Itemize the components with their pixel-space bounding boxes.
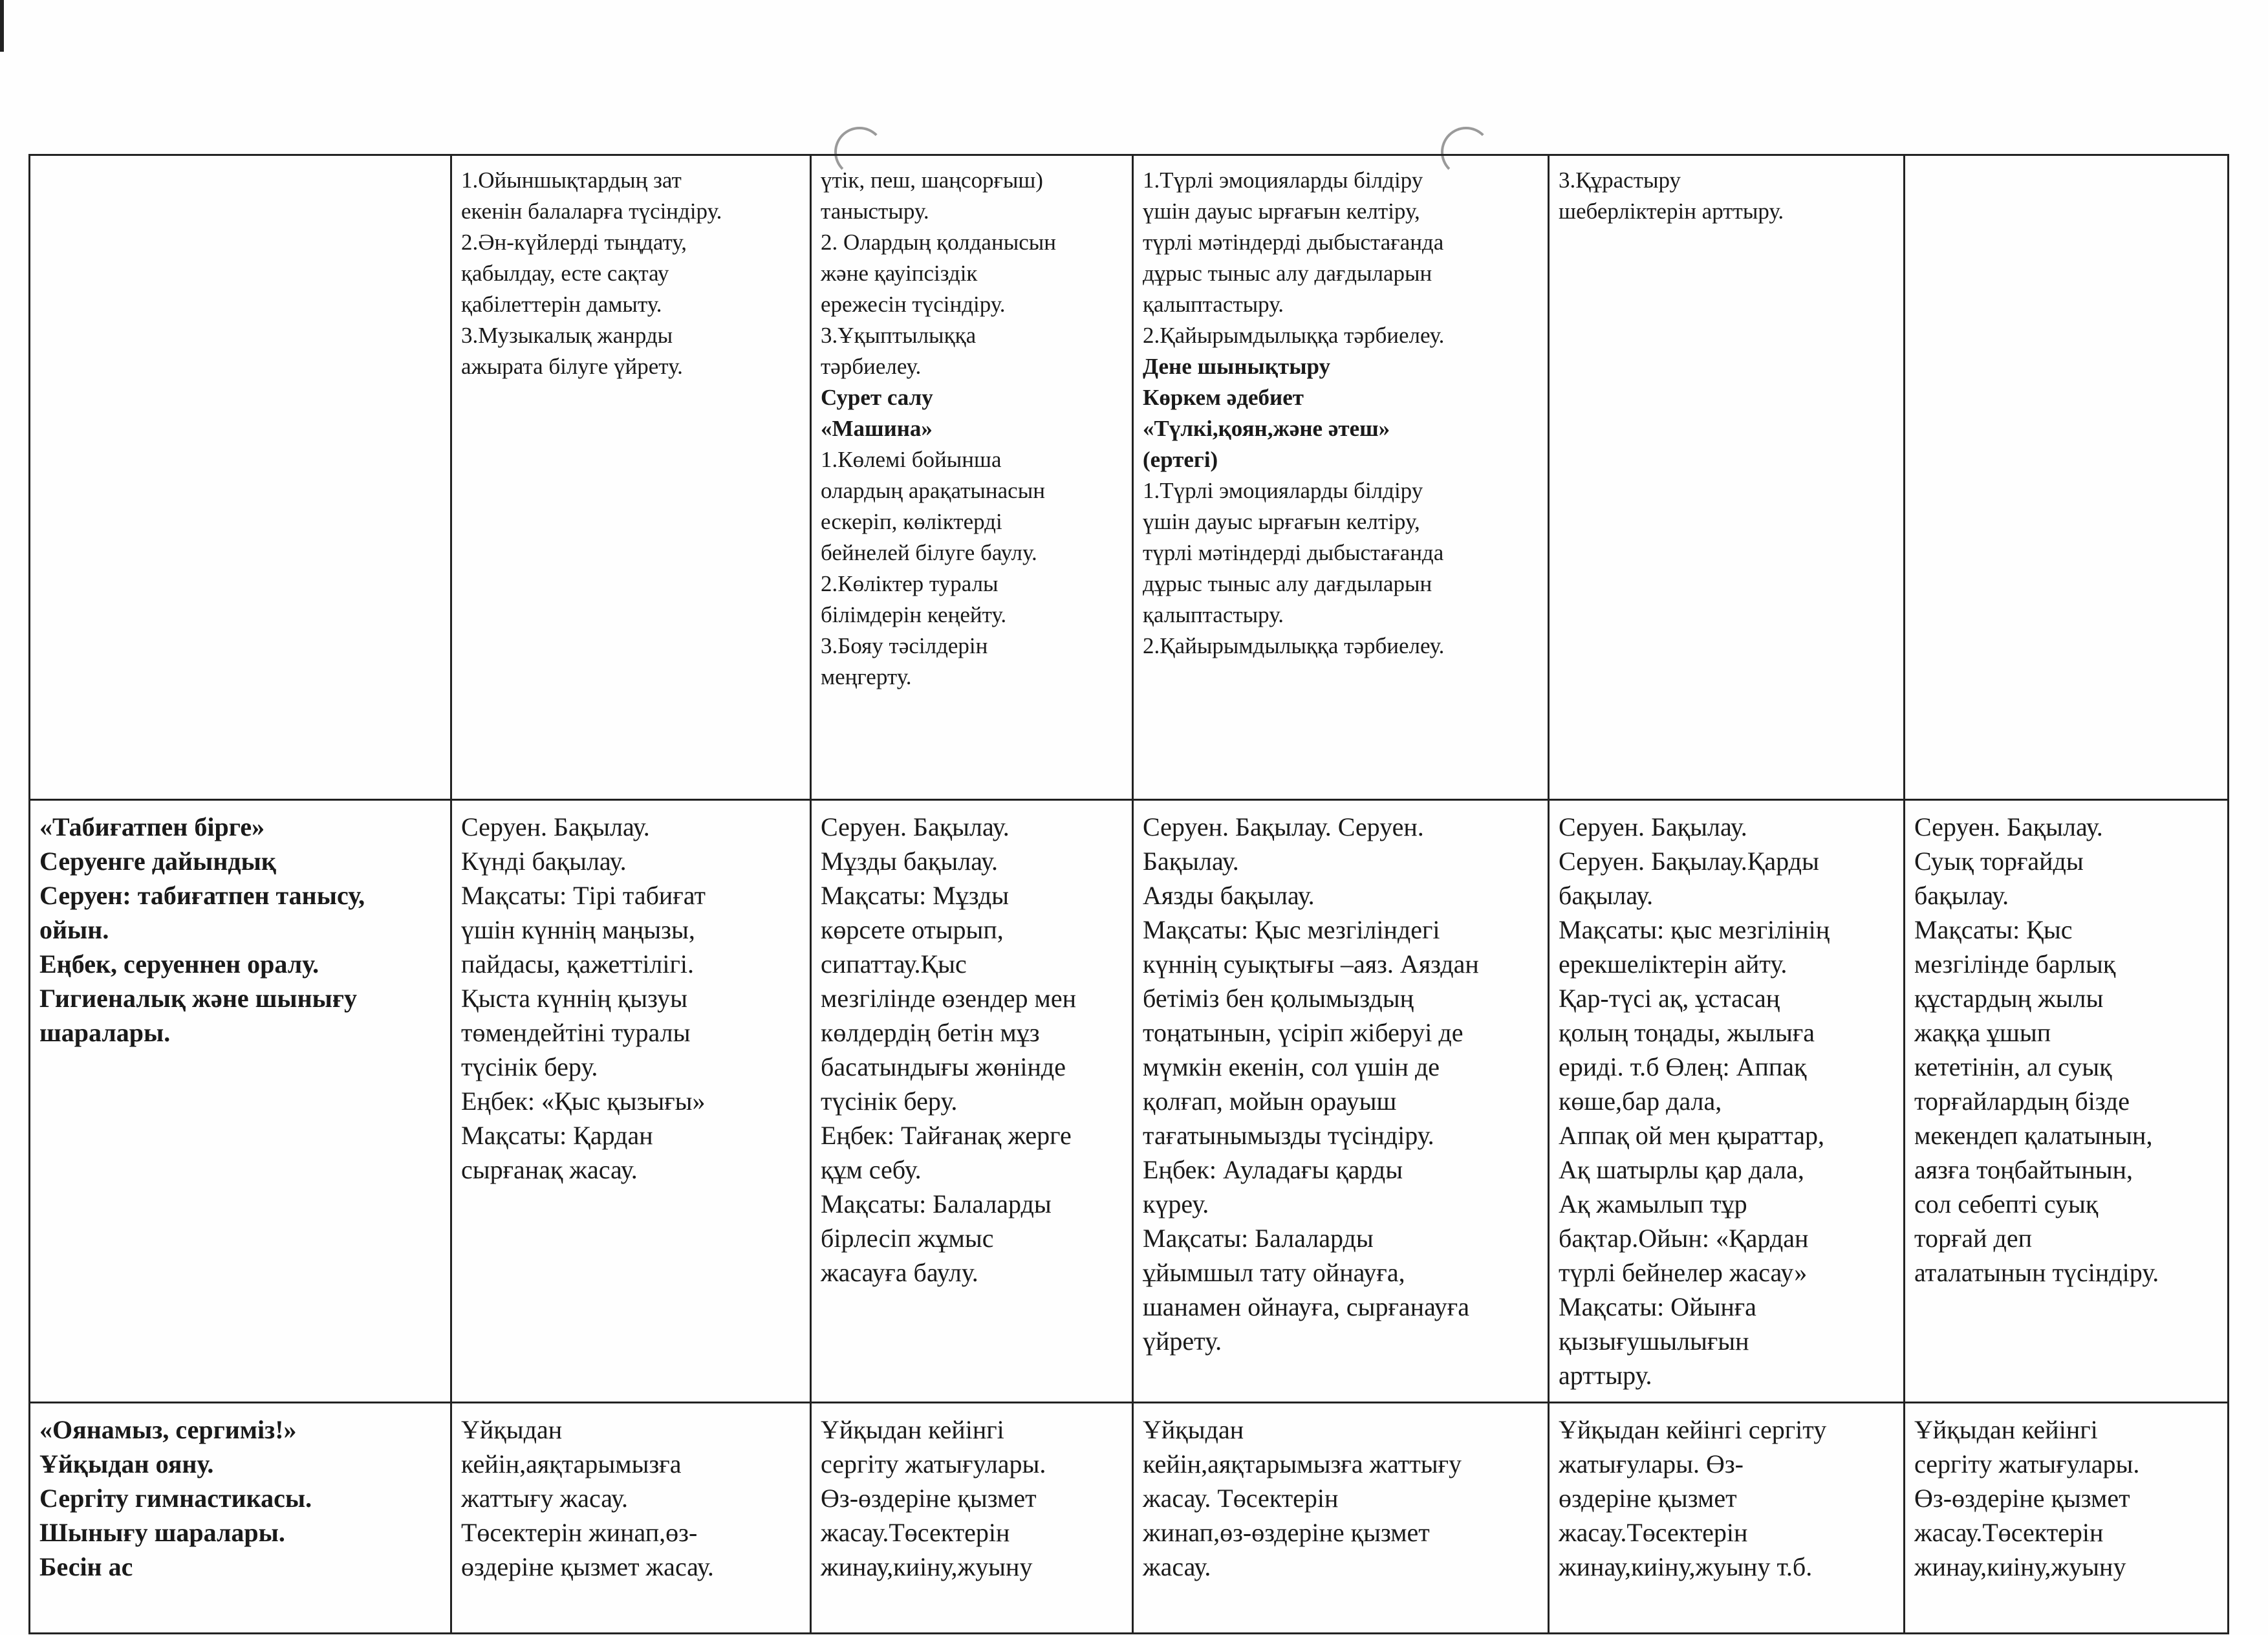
cell-text-line: «Түлкі,қоян,және әтеш» [1143, 416, 1390, 441]
cell-text-line: түсінік беру. [461, 1052, 598, 1081]
cell-text-line: шеберліктерін арттыру. [1559, 199, 1784, 224]
cell-text-line: Мақсаты: Ойынға [1559, 1292, 1756, 1321]
cell-text-line: екенін балаларға түсіндіру. [461, 199, 722, 224]
cell-text-line: Аязды бақылау. [1143, 881, 1315, 910]
cell-text-line: түсінік беру. [821, 1087, 958, 1116]
cell-text-line: Мақсаты: Қыс [1914, 915, 2073, 944]
cell-text-line: аталатынын түсіндіру. [1914, 1258, 2159, 1287]
cell-text-line: үшін дауыс ырғағын келтіру, [1143, 509, 1420, 534]
cell-text-line: жасау. [1143, 1552, 1211, 1581]
cell-text-line: Көркем әдебиет [1143, 385, 1304, 410]
plan-table [28, 154, 2229, 1634]
cell-text-line: Серуен. Бақылау. [821, 812, 1010, 841]
cell-text-line: 2.Көліктер туралы [821, 571, 999, 596]
table-cell [1133, 1403, 1549, 1634]
cell-text-line: тәрбиелеу. [821, 354, 922, 379]
cell-text-line: 3.Құрастыру [1559, 168, 1681, 193]
cell-text-line: Мақсаты: Тірі табиғат [461, 881, 706, 910]
cell-text-line: Еңбек: Ауладағы қарды [1143, 1155, 1403, 1184]
cell-text-line: торғай деп [1914, 1224, 2033, 1253]
cell-text-line: жасау.Төсектерін [821, 1518, 1010, 1547]
cell-text-line: Серуен. Бақылау.Қарды [1559, 847, 1819, 876]
cell-text-line: жасау.Төсектерін [1914, 1518, 2104, 1547]
cell-text-line: Серуенге дайындық [39, 847, 276, 876]
cell-text-line: сергіту жатығулары. [821, 1449, 1046, 1478]
cell-text-line: 3.Ұқыптылыққа [821, 323, 977, 348]
cell-text-line: Ұйқыдан кейінгі сергіту [1559, 1415, 1827, 1444]
table-row [30, 155, 2229, 800]
cell-text-line: Бақылау. [1143, 847, 1239, 876]
cell-text-line: ережесін түсіндіру. [821, 292, 1006, 317]
table-cell [451, 155, 811, 800]
cell-text-line: Серуен. Бақылау. [461, 812, 650, 841]
table-cell [451, 1403, 811, 1634]
cell-text-line: қалыптастыру. [1143, 602, 1284, 627]
cell-text-line: Ұйқыдан [461, 1415, 563, 1444]
cell-text-line: Дене шынықтыру [1143, 354, 1331, 379]
cell-text-line: сол себепті суық [1914, 1189, 2099, 1218]
cell-text-line: және қауіпсіздік [821, 261, 978, 286]
cell-text-line: өздеріне қызмет [1559, 1484, 1737, 1513]
cell-text-line: жинау,киіну,жуыну [821, 1552, 1033, 1581]
cell-text-line: үтік, пеш, шаңсорғыш) [821, 168, 1043, 193]
cell-text-line: Өз-өздеріне қызмет [1914, 1484, 2130, 1513]
cell-text-line: Күнді бақылау. [461, 847, 627, 876]
cell-text-line: өздеріне қызмет жасау. [461, 1552, 714, 1581]
cell-text-line: көше,бар дала, [1559, 1087, 1722, 1116]
table-cell [1549, 800, 1905, 1403]
cell-text-line: тоңатынын, үсіріп жіберуі де [1143, 1018, 1463, 1047]
cell-text-line: Мақсаты: Мұзды [821, 881, 1010, 910]
table-cell [451, 800, 811, 1403]
table-cell [1549, 155, 1905, 800]
cell-text-line: 2.Ән-күйлерді тыңдату, [461, 230, 687, 255]
page-edge-mark [0, 0, 4, 52]
cell-text-line: мезгілінде барлық [1914, 949, 2116, 979]
cell-text-line: бейнелей білуге баулу. [821, 540, 1037, 565]
cell-text-line: шаралары. [39, 1018, 171, 1047]
cell-text-line: дұрыс тыныс алу дағдыларын [1143, 261, 1432, 286]
cell-text-line: олардың арақатынасын [821, 478, 1045, 503]
cell-text-line: Мұзды бақылау. [821, 847, 998, 876]
cell-text-line: жасау. Төсектерін [1143, 1484, 1339, 1513]
table-cell [811, 800, 1133, 1403]
cell-text-line: торғайлардың бізде [1914, 1087, 2130, 1116]
cell-text-line: қолғап, мойын орауыш [1143, 1087, 1397, 1116]
cell-text-line: Ұйқыдан кейінгі [821, 1415, 1004, 1444]
cell-text-line: аязға тоңбайтынын, [1914, 1155, 2133, 1184]
cell-text-line: жинау,киіну,жуыну т.б. [1559, 1552, 1813, 1581]
cell-text-line: Қар-түсі ақ, ұстасаң [1559, 984, 1780, 1013]
cell-text-line: сырғанақ жасау. [461, 1155, 638, 1184]
cell-text-line: жаққа ұшып [1914, 1018, 2051, 1047]
cell-text-line: Серуен. Бақылау. [1914, 812, 2103, 841]
cell-text-line: 2. Олардың қолданысын [821, 230, 1056, 255]
cell-text-line: бақтар.Ойын: «Қардан [1559, 1224, 1809, 1253]
cell-text-line: қызығушылығын [1559, 1326, 1749, 1356]
table-cell [1549, 1403, 1905, 1634]
cell-text-line: 1.Көлемі бойынша [821, 447, 1002, 472]
cell-text-line: меңгерту. [821, 664, 912, 689]
table-cell [1905, 155, 2229, 800]
cell-text-line: 3.Бояу тәсілдерін [821, 633, 988, 658]
cell-text-line: Қыста күннің қызуы [461, 984, 687, 1013]
cell-text-line: түрлі бейнелер жасау» [1559, 1258, 1808, 1287]
table-cell [1133, 155, 1549, 800]
cell-text-line: көрсете отырып, [821, 915, 1004, 944]
cell-text-line: күреу. [1143, 1189, 1209, 1218]
cell-text-line: құм себу. [821, 1155, 922, 1184]
row-label-cell [30, 1403, 451, 1634]
cell-text-line: сипаттау.Қыс [821, 949, 967, 979]
cell-text-line: ескеріп, көліктерді [821, 509, 1002, 534]
cell-text-line: Сергіту гимнастикасы. [39, 1484, 312, 1513]
cell-text-line: бірлесіп жұмыс [821, 1224, 994, 1253]
cell-text-line: ұйымшыл тату ойнауға, [1143, 1258, 1405, 1287]
cell-text-line: ажырата білуге үйрету. [461, 354, 683, 379]
cell-text-line: Мақсаты: Қыс мезгіліндегі [1143, 915, 1440, 944]
cell-text-line: бақылау. [1559, 881, 1654, 910]
cell-text-line: Мақсаты: Балаларды [821, 1189, 1052, 1218]
cell-text-line: Еңбек: Тайғанақ жерге [821, 1121, 1072, 1150]
cell-text-line: Аппақ ой мен қыраттар, [1559, 1121, 1824, 1150]
cell-text-line: түрлі мәтіндерді дыбыстағанда [1143, 540, 1444, 565]
cell-text-line: Ұйқыдан [1143, 1415, 1244, 1444]
table-cell [811, 1403, 1133, 1634]
cell-text-line: пайдасы, қажеттілігі. [461, 949, 695, 979]
cell-text-line: Өз-өздеріне қызмет [821, 1484, 1037, 1513]
cell-text-line: Төсектерін жинап,өз- [461, 1518, 698, 1547]
cell-text-line: құстардың жылы [1914, 984, 2104, 1013]
cell-text-line: кейін,аяқтарымызға [461, 1449, 682, 1478]
cell-text-line: мезгілінде өзендер мен [821, 984, 1076, 1013]
cell-text-line: 1.Түрлі эмоцияларды білдіру [1143, 478, 1423, 503]
table-row [30, 1403, 2229, 1634]
cell-text-line: жинау,киіну,жуыну [1914, 1552, 2126, 1581]
cell-text-line: ерекшеліктерін айту. [1559, 949, 1787, 979]
table-row [30, 800, 2229, 1403]
cell-text-line: 3.Музыкалық жанрды [461, 323, 673, 348]
cell-text-line: қалыптастыру. [1143, 292, 1284, 317]
cell-text-line: «Машина» [821, 416, 933, 441]
cell-text-line: қолың тоңады, жылыға [1559, 1018, 1815, 1047]
cell-text-line: Мақсаты: Балаларды [1143, 1224, 1374, 1253]
cell-text-line: ериді. т.б Өлең: Аппақ [1559, 1052, 1807, 1081]
cell-text-line: Мақсаты: Қардан [461, 1121, 653, 1150]
cell-text-line: Гигиеналық және шынығу [39, 984, 358, 1013]
cell-text-line: көлдердің бетін мұз [821, 1018, 1040, 1047]
cell-text-line: кететінін, ал суық [1914, 1052, 2112, 1081]
cell-text-line: 1.Түрлі эмоцияларды білдіру [1143, 168, 1423, 193]
cell-text-line: Серуен. Бақылау. Серуен. [1143, 812, 1424, 841]
cell-text-line: 2.Қайырымдылыққа тәрбиелеу. [1143, 323, 1445, 348]
cell-text-line: Сурет салу [821, 385, 933, 410]
table-cell [1905, 800, 2229, 1403]
cell-text-line: қабылдау, есте сақтау [461, 261, 669, 286]
cell-text-line: бақылау. [1914, 881, 2009, 910]
cell-text-line: Еңбек: «Қыс қызығы» [461, 1087, 706, 1116]
cell-text-line: (ертегі) [1143, 447, 1218, 472]
cell-text-line: кейін,аяқтарымызға жаттығу [1143, 1449, 1462, 1478]
cell-text-line: қабілеттерін дамыту. [461, 292, 662, 317]
cell-text-line: үшін дауыс ырғағын келтіру, [1143, 199, 1420, 224]
cell-text-line: Шынығу шаралары. [39, 1518, 285, 1547]
cell-text-line: Ұйқыдан ояну. [39, 1449, 214, 1478]
cell-text-line: Ақ жамылып тұр [1559, 1189, 1747, 1218]
row-label-cell [30, 155, 451, 800]
table-cell [1905, 1403, 2229, 1634]
cell-text-line: Суық торғайды [1914, 847, 2084, 876]
cell-text-line: сергіту жатығулары. [1914, 1449, 2140, 1478]
cell-text-line: жинап,өз-өздеріне қызмет [1143, 1518, 1430, 1547]
cell-text-line: жаттығу жасау. [461, 1484, 628, 1513]
cell-text-line: шанамен ойнауға, сырғанауға [1143, 1292, 1469, 1321]
cell-text-line: жасау.Төсектерін [1559, 1518, 1748, 1547]
cell-text-line: Серуен: табиғатпен танысу, [39, 881, 365, 910]
cell-text-line: Ақ шатырлы қар дала, [1559, 1155, 1804, 1184]
cell-text-line: басатындығы жөнінде [821, 1052, 1066, 1081]
table-cell [811, 155, 1133, 800]
cell-text-line: арттыру. [1559, 1361, 1652, 1390]
cell-text-line: мүмкін екенін, сол үшін де [1143, 1052, 1440, 1081]
cell-text-line: Ұйқыдан кейінгі [1914, 1415, 2098, 1444]
cell-text-line: «Оянамыз, сергиміз!» [39, 1415, 297, 1444]
cell-text-line: үшін күннің маңызы, [461, 915, 695, 944]
cell-text-line: күннің суықтығы –аяз. Аяздан [1143, 949, 1479, 979]
cell-text-line: таныстыру. [821, 199, 929, 224]
cell-text-line: үйрету. [1143, 1326, 1222, 1356]
cell-text-line: жасауға баулу. [821, 1258, 978, 1287]
cell-text-line: түрлі мәтіндерді дыбыстағанда [1143, 230, 1444, 255]
table-cell [1133, 800, 1549, 1403]
cell-text-line: төмендейтіні туралы [461, 1018, 691, 1047]
cell-text-line: дұрыс тыныс алу дағдыларын [1143, 571, 1432, 596]
cell-text-line: жатығулары. Өз- [1559, 1449, 1744, 1478]
cell-text-line: білімдерін кеңейту. [821, 602, 1007, 627]
cell-text-line: Мақсаты: қыс мезгілінің [1559, 915, 1830, 944]
cell-text-line: мекендеп қалатынын, [1914, 1121, 2153, 1150]
cell-text-line: Еңбек, серуеннен оралу. [39, 949, 319, 979]
cell-text-line: ойын. [39, 915, 109, 944]
cell-text-line: бетіміз бен қолымыздың [1143, 984, 1414, 1013]
cell-text-line: Бесін ас [39, 1552, 133, 1581]
cell-text-line: тағатынымызды түсіндіру. [1143, 1121, 1434, 1150]
row-label-cell [30, 800, 451, 1403]
cell-text-line: Серуен. Бақылау. [1559, 812, 1747, 841]
cell-text-line: «Табиғатпен бірге» [39, 812, 265, 841]
cell-text-line: 1.Ойыншықтардың зат [461, 168, 682, 193]
cell-text-line: 2.Қайырымдылыққа тәрбиелеу. [1143, 633, 1445, 658]
